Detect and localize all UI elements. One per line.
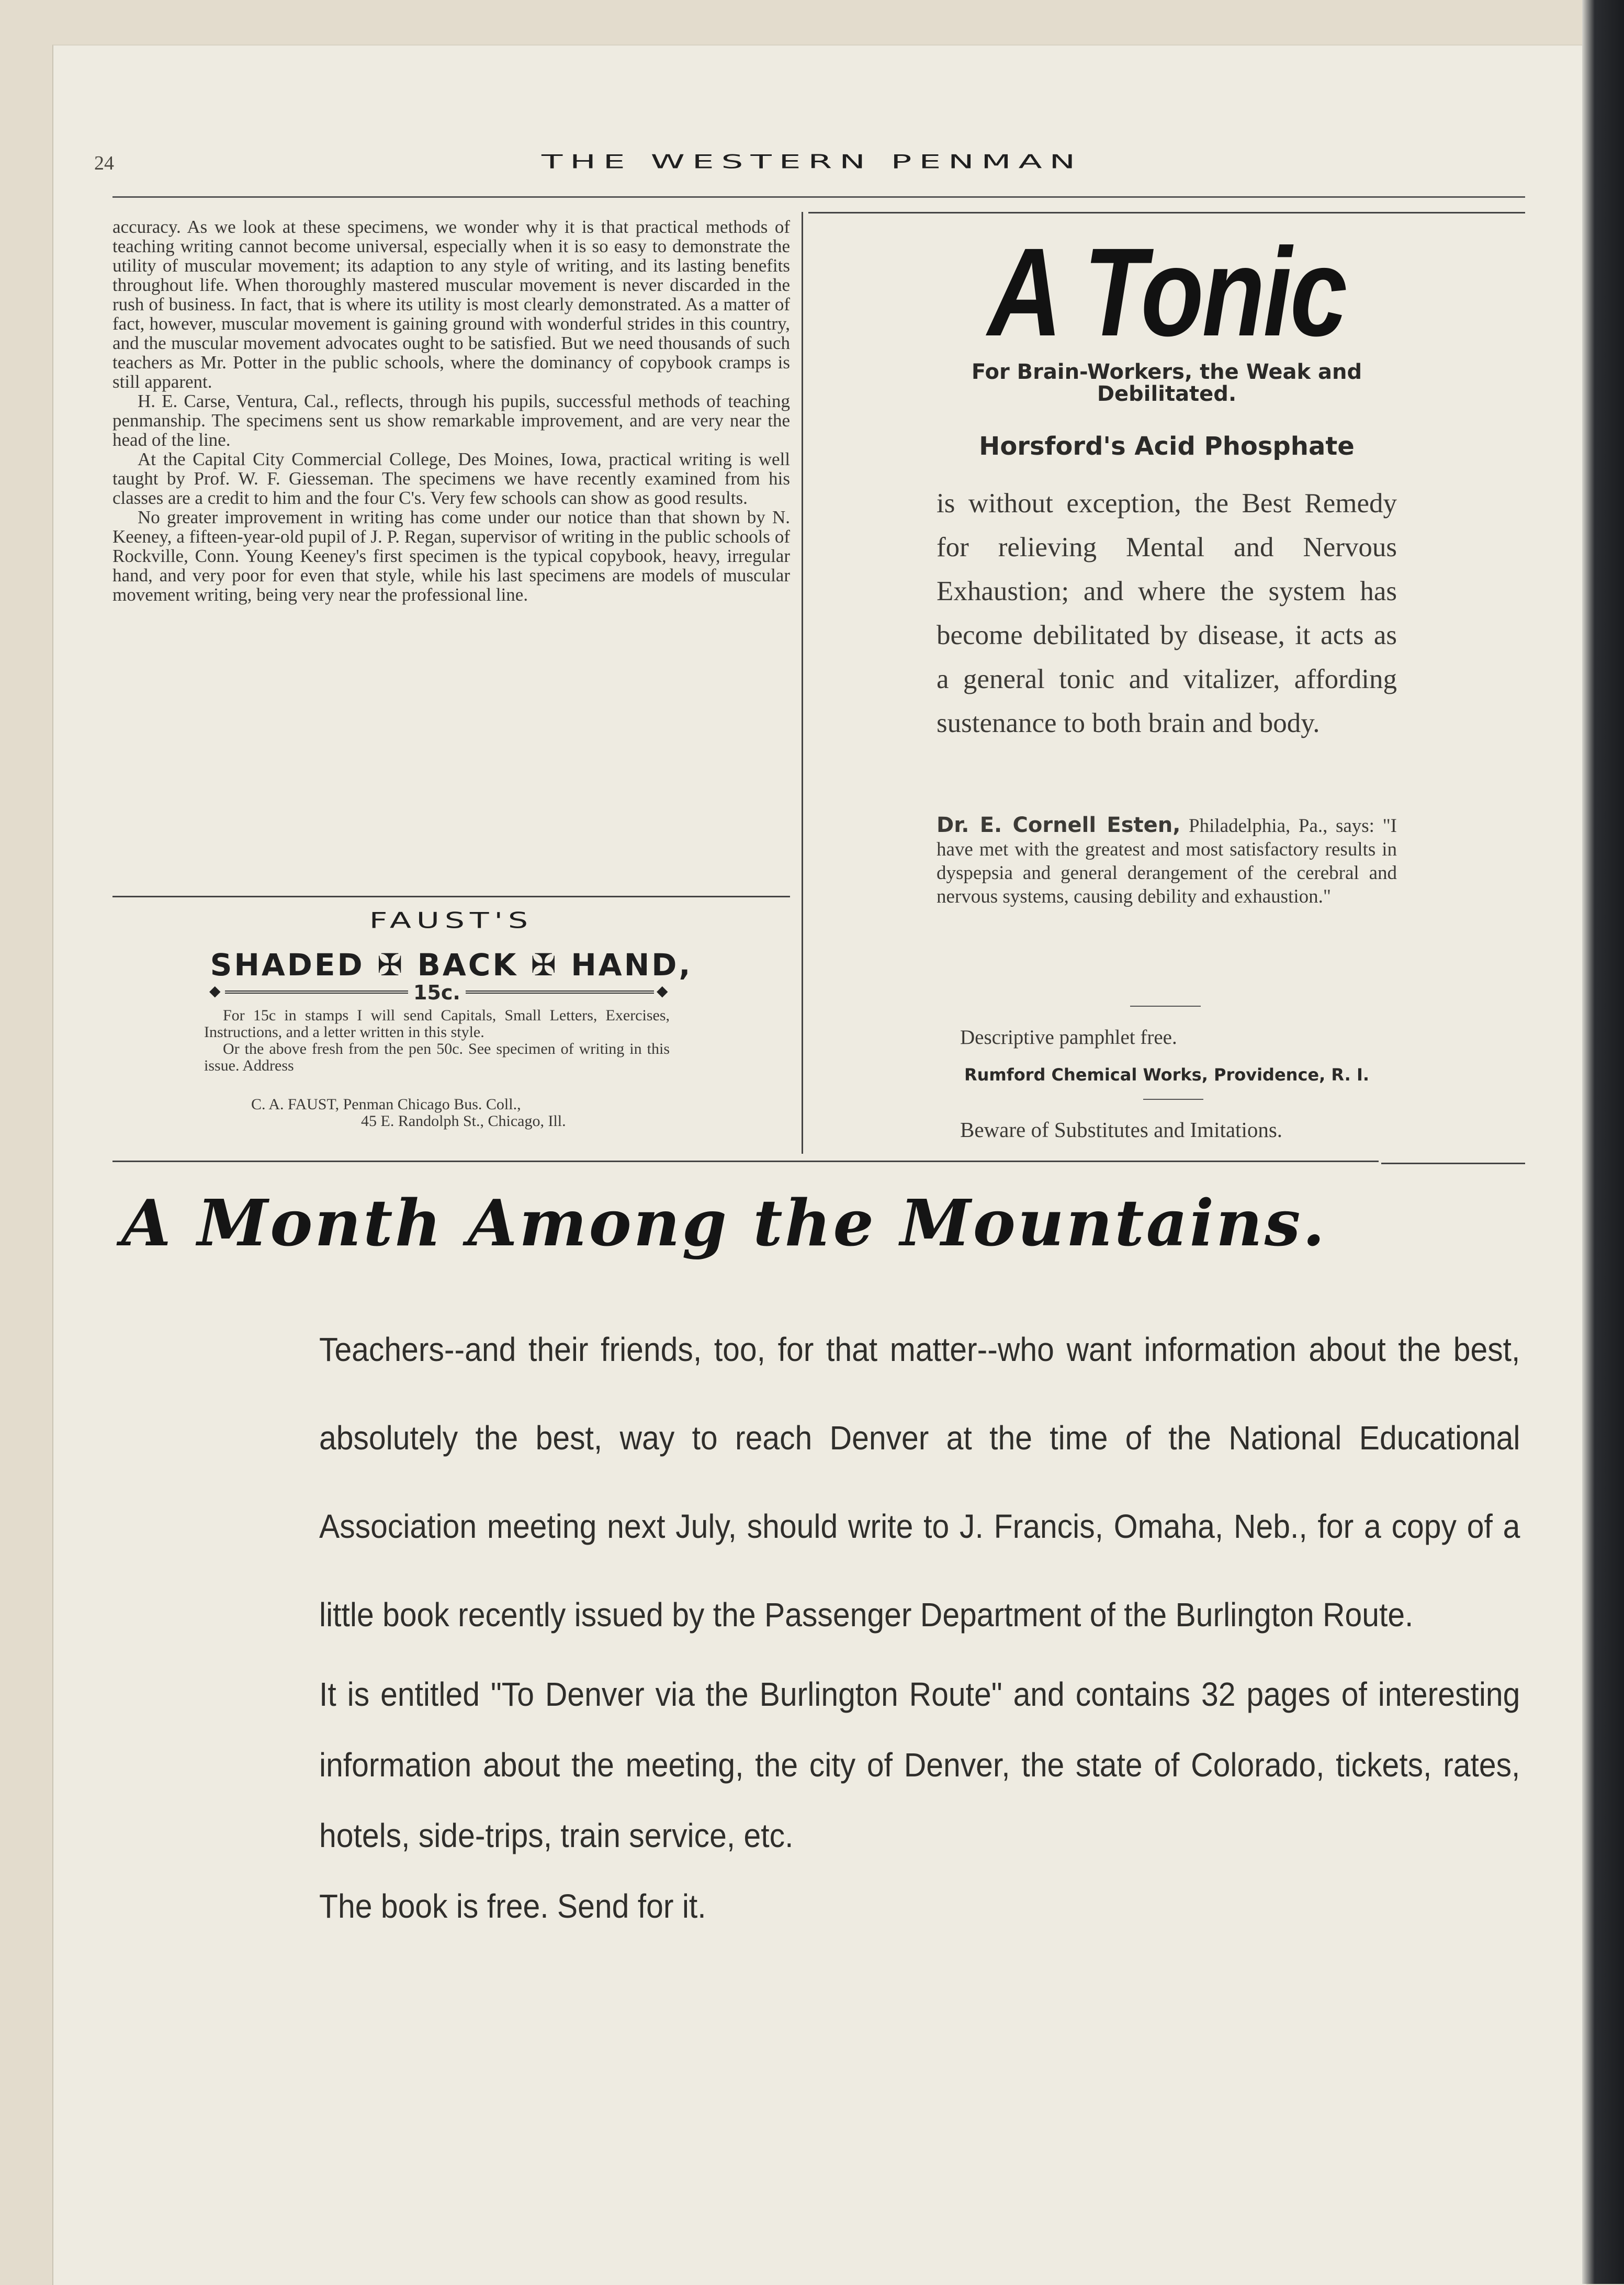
address-line: C. A. FAUST, Penman Chicago Bus. Coll., xyxy=(251,1096,521,1113)
article-paragraph: No greater improvement in writing has come under our notice than that shown by N. Keeney, a fifteen-year-old pupil of J. P. Regan, supervisor of writing in the public schools of Rockville, Conn. Young Keeney's first specimen is the typical copybook, heavy, irregular hand, and very poor for even that style, while his last specimens are models of muscular movement writing, being very near the professional line. xyxy=(112,507,790,605)
tonic-ad-testimonial xyxy=(937,814,1397,908)
tonic-ad-body: is without exception, the Best Remedy for relieving Mental and Nervous Exhaustion; and where the system has become debilitated by disease, it acts as a general tonic and vitalizer, affording sustenance to both brain and body. xyxy=(937,488,1397,738)
mountains-paragraph: The book is free. Send for it. xyxy=(319,1887,706,1925)
tonic-ad-pamphlet: Descriptive pamphlet free. xyxy=(960,1026,1177,1049)
tonic-ad-separator xyxy=(1143,1099,1203,1100)
binding-edge xyxy=(1582,0,1624,2284)
article-paragraph: accuracy. As we look at these specimens, we wonder why it is that practical methods of teaching writing cannot become universal, especially when it is so easy to demonstrate the utility of muscular movement; its adaption to any style of writing, and its lasting benefits throughout life. When thoroughly mastered muscular movement is never discarded in the rush of business. In fact, that is where its utility is most clearly demonstrated. As a matter of fact, however, muscular movement is gaining ground with wonderful strides in this country, and the muscular movement advocates ought to be satisfied. But we need thousands of such teachers as Mr. Potter in the public schools, where the dominancy of copybook cramps is still apparent. xyxy=(112,217,790,392)
header-rule xyxy=(112,196,1525,198)
mountains-title: A Month Among the Mountains. xyxy=(121,1185,1327,1260)
faust-ad-subtitle: SHADED ✠ BACK ✠ HAND, xyxy=(210,947,693,983)
diamond-icon: ◆ xyxy=(657,983,668,999)
price-rule-left xyxy=(225,990,408,994)
testimonial-text: Philadelphia, Pa., says: "I have met with the greatest and most satisfactory results in dyspepsia and general derangement of the cerebral and nervous systems, causing debility and exhaustion." xyxy=(937,815,1397,907)
address-line: 45 E. Randolph St., Chicago, Ill. xyxy=(361,1112,566,1130)
mountains-paragraph: Teachers--and their friends, too, for that matter--who want information about the best, absolutely the best, way to reach Denver at the time of the National Educational Association meeting next July, should write to J. Francis, Omaha, Neb., for a copy of a little book recently issued by the Passenger Department of the Burlington Route. xyxy=(319,1331,1520,1634)
testimonial-name: Dr. E. Cornell Esten, xyxy=(937,813,1181,837)
tonic-ad-subtitle: For Brain-Workers, the Weak and Debilitated. xyxy=(971,360,1362,406)
mountains-paragraph: It is entitled "To Denver via the Burlington Route" and contains 32 pages of interesting information about the meeting, the city of Denver, the state of Colorado, tickets, rates, hotels, side-trips, train service, etc. xyxy=(319,1675,1520,1854)
section-rule xyxy=(112,1161,1379,1162)
tonic-ad-top-rule xyxy=(808,212,1525,213)
tonic-ad-bottom-rule xyxy=(1381,1163,1525,1164)
faust-price: 15c. xyxy=(413,981,460,1004)
tonic-ad-product: Horsford's Acid Phosphate xyxy=(979,432,1355,461)
article-paragraph: H. E. Carse, Ventura, Cal., reflects, through his pupils, successful methods of teaching penmanship. The specimens sent us show remarkable improvement, and are very near the head of the line. xyxy=(112,391,790,450)
faust-ad-body xyxy=(204,1007,670,1074)
masthead: THE WESTERN PENMAN xyxy=(541,151,1083,173)
article-column xyxy=(112,217,790,604)
faust-ad-paragraph: Or the above fresh from the pen 50c. See specimen of writing in this issue. Address xyxy=(204,1040,670,1074)
tonic-ad-company: Rumford Chemical Works, Providence, R. I. xyxy=(964,1065,1369,1085)
column-divider xyxy=(802,212,803,1154)
article-paragraph: At the Capital City Commercial College, Des Moines, Iowa, practical writing is well taught by Prof. W. F. Giesseman. The specimens we have recently examined from his classes are a credit to him and the four C's. Very few schools can show as good results. xyxy=(112,449,790,508)
faust-ad-address xyxy=(251,1096,566,1130)
tonic-ad-separator xyxy=(1130,1006,1201,1007)
article-rule xyxy=(112,896,790,897)
tonic-ad-beware: Beware of Substitutes and Imitations. xyxy=(960,1118,1283,1142)
mountains-body xyxy=(319,1305,1520,1942)
diamond-icon: ◆ xyxy=(209,983,221,999)
price-rule-right xyxy=(466,990,654,994)
faust-ad-title: FAUST'S xyxy=(369,908,534,933)
faust-ad-paragraph: For 15c in stamps I will send Capitals, Small Letters, Exercises, Instructions, and a letter written in this style. xyxy=(204,1007,670,1041)
page-number: 24 xyxy=(94,152,114,174)
tonic-ad-title: A Tonic xyxy=(987,222,1346,362)
faust-price-line xyxy=(209,981,675,1002)
